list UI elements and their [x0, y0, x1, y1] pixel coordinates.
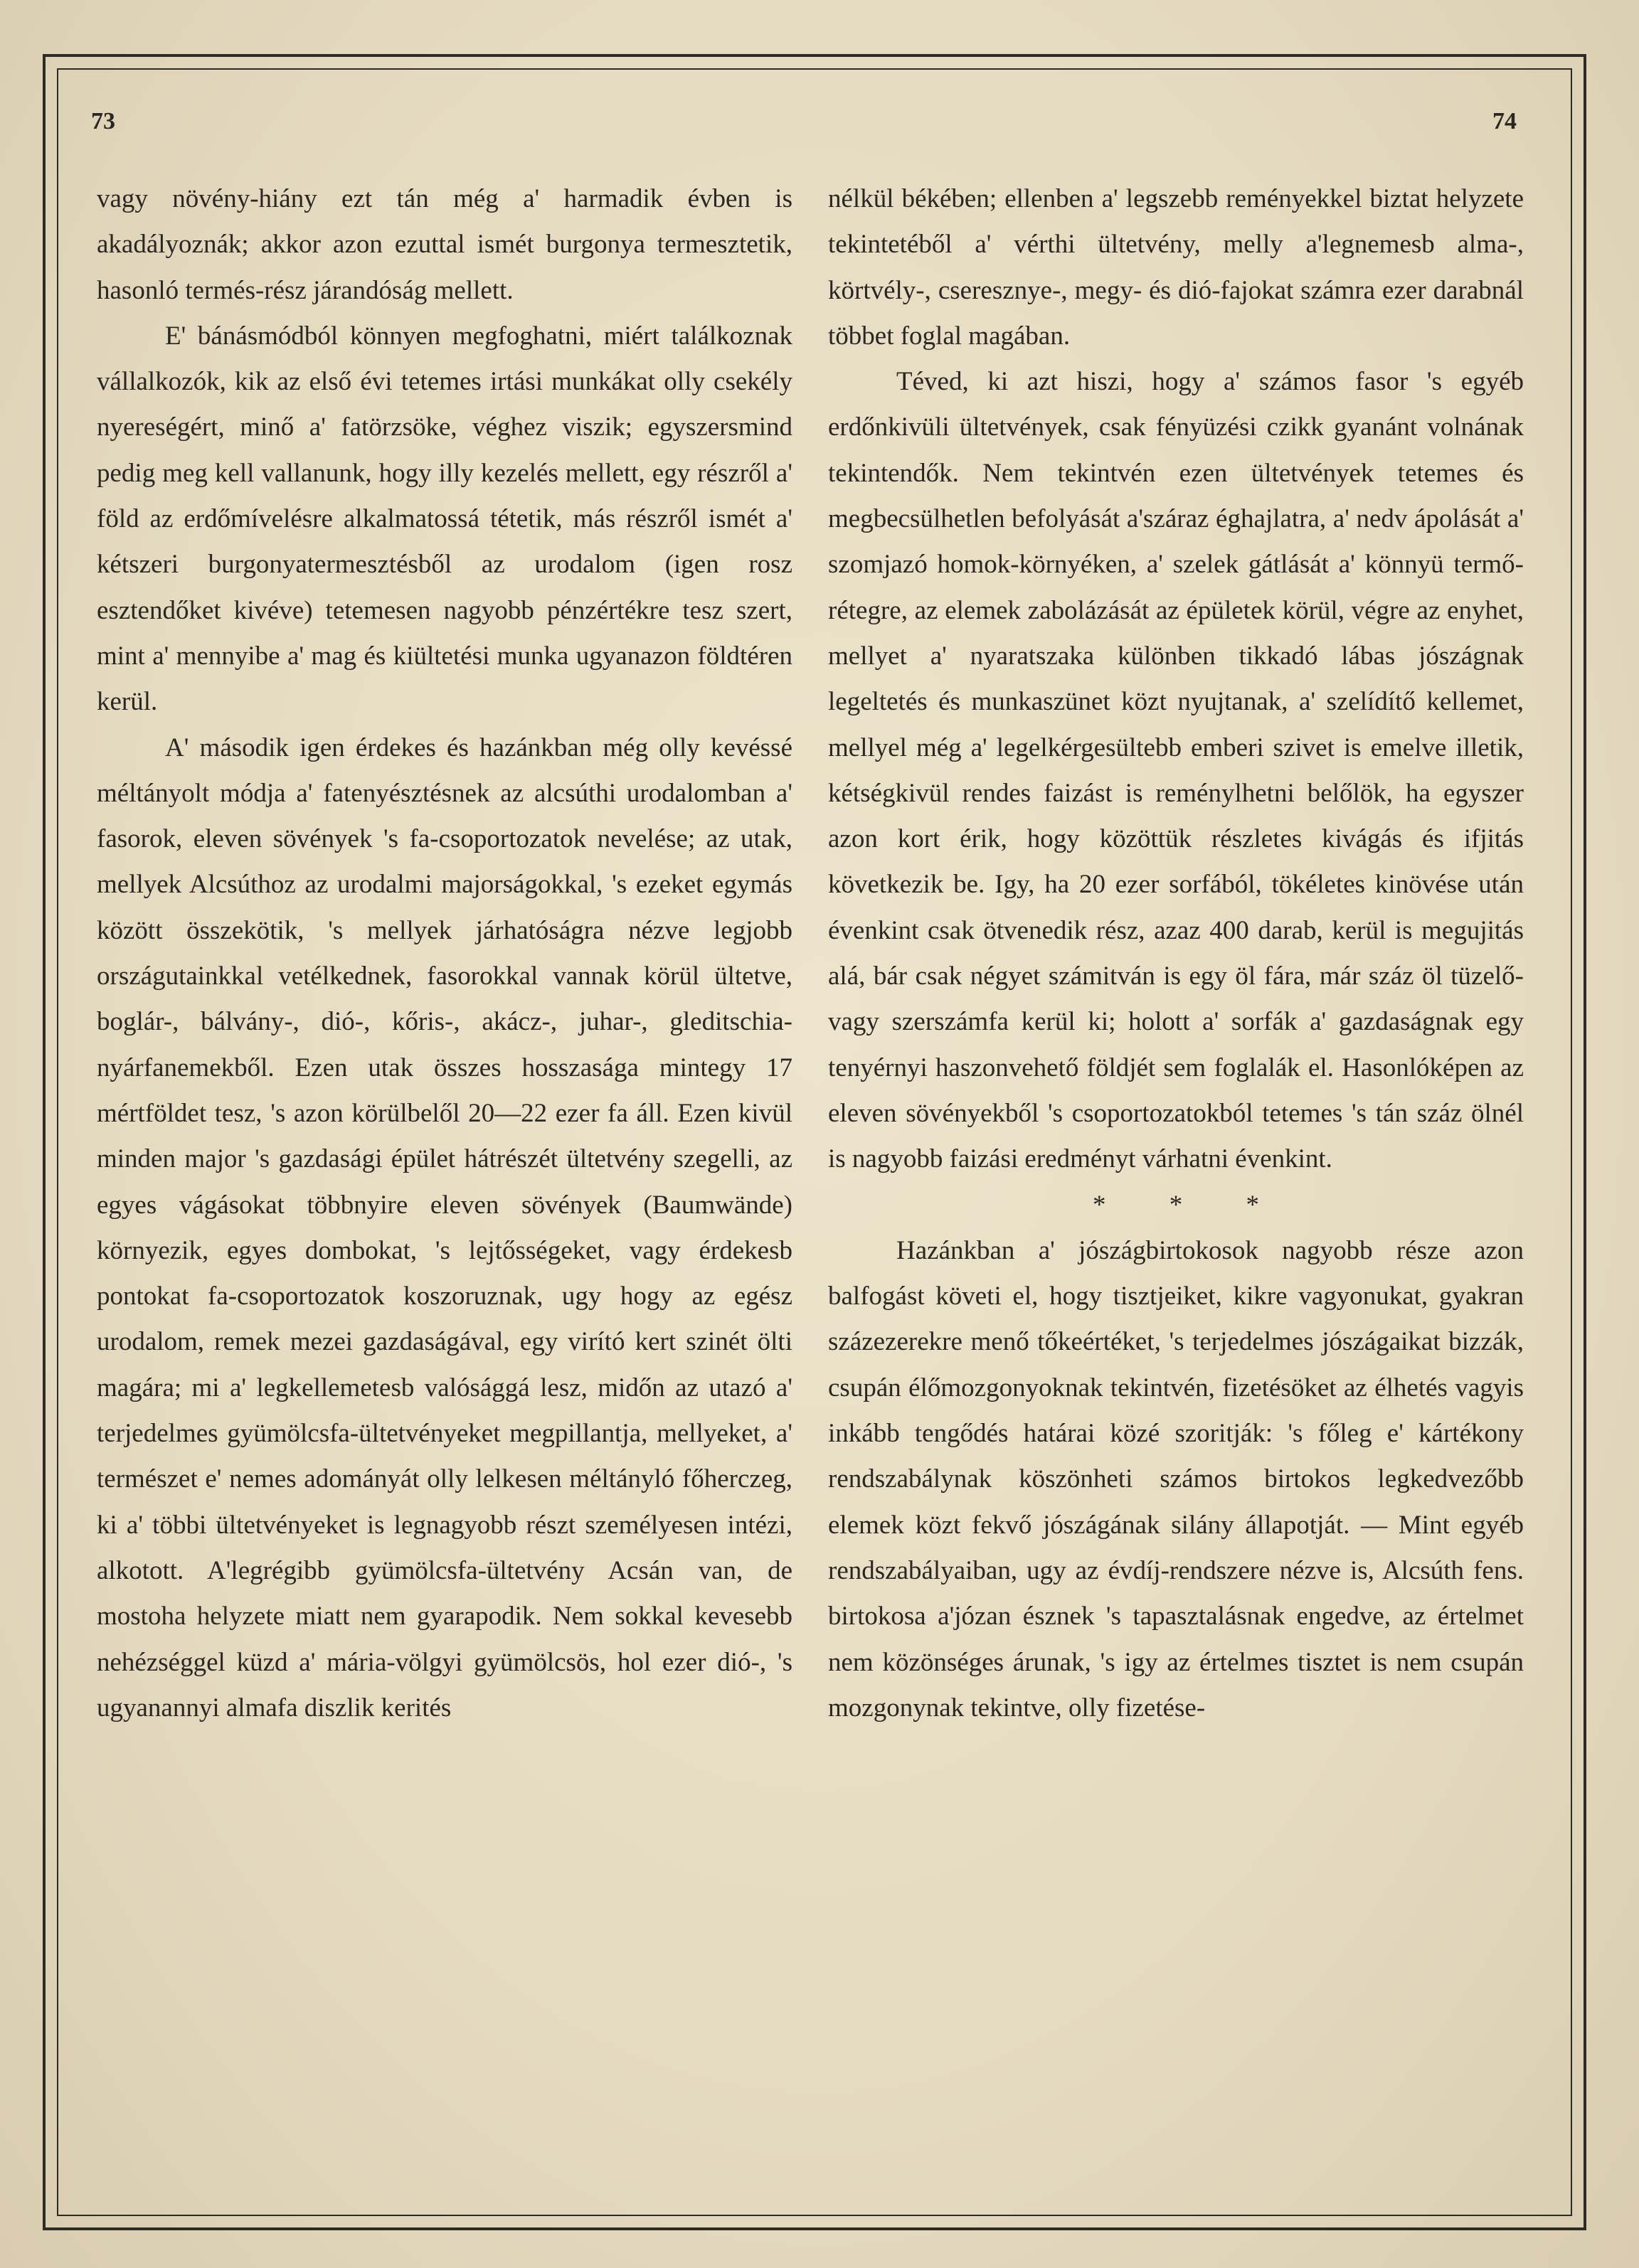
- page-number-left: 73: [91, 108, 115, 134]
- text-column-left: [97, 176, 792, 1731]
- paragraph: nélkül békében; ellenben a' legszebb reményekkel biztat helyzete tekintetéből a' vérthi ültetvény, melly a'legnemesb alma-, körtvély-, cseresznye-, megy- és dió-fajokat számra ezer darabnál többet foglal magában.: [828, 184, 1524, 351]
- paragraph: Hazánkban a' jószágbirtokosok nagyobb része azon balfogást követi el, hogy tisztjeiket, kikre vagyonukat, gyakran százezerekre menő tőkeértéket, 's terjedelmes jószágaikat bizzák, csupán élőmozgonyoknak tekintvén, fizetésöket az élhetés vagyis inkább tengődés határai közé szoritják: 's főleg e' kártékony rendszabálynak köszönheti számos birtokos legkedvezőbb elemek közt fekvő jószágának silány állapotját. — Mint egyéb rendszabályaiban, ugy az évdíj-rendszere nézve is, Alcsúth fens. birtokosa a'józan észnek 's tapasztalásnak engedve, az értelmet nem közönséges árunak, 's igy az értelmes tisztet is nem csupán mozgonynak tekintve, olly fizetése-: [828, 1235, 1524, 1723]
- text-column-right: [828, 176, 1524, 1731]
- paragraph: E' bánásmódból könnyen megfoghatni, miért találkoznak vállalkozók, kik az első évi tetemes irtási munkákat olly csekély nyereségért, minő a' fatörzsöke, véghez viszik; egyszersmind pedig meg kell vallanunk, hogy illy kezelés mellett, egy részről a' föld az erdőmívelésre alkalmatossá tétetik, más részről ismét a' kétszeri burgonyatermesztésből az urodalom (igen rosz esztendőket kivéve) tetemesen nagyobb pénzértékre tesz szert, mint a' mennyibe a' mag és kiültetési munka ugyanazon földtéren kerül.: [97, 321, 792, 717]
- paragraph: Téved, ki azt hiszi, hogy a' számos fasor 's egyéb erdőnkivüli ültetvények, csak fényüzési czikk gyanánt volnának tekintendők. Nem tekintvén ezen ültetvények tetemes és megbecsülhetlen befolyását a'száraz éghajlatra, a' nedv ápolását a' szomjazó homok-környéken, a' szelek gátlását a' könnyü termő-rétegre, az elemek zabolázását az épületek körül, végre az enyhet, mellyet a' nyaratszaka különben tikkadó lábas jószágnak legeltetés és munkaszünet közt nyujtanak, a' szelídítő kellemet, mellyel még a' legelkérgesültebb emberi szivet is emelve illetik, kétségkivül rendes faizást is reménylhetni belőlök, ha egyszer azon kort érik, hogy közöttük részletes kivágás és ifjitás következik be. Igy, ha 20 ezer sorfából, tökéletes kinövése után évenkint csak ötvenedik rész, azaz 400 darab, kerül is megujitás alá, bár csak négyet számitván is egy öl fára, már száz öl tüzelő- vagy szerszámfa kerül ki; holott a' sorfák a' gazdaságnak egy tenyérnyi haszonvehető földjét sem foglalák el. Hasonlóképen az eleven sövényekből 's csoportozatokból tetemes 's tán száz ölnél is nagyobb faizási eredményt várhatni évenkint.: [828, 367, 1524, 1174]
- paragraph: A' második igen érdekes és hazánkban még olly kevéssé méltányolt módja a' fatenyésztésnek az alcsúthi urodalomban a' fasorok, eleven sövények 's fa-csoportozatok nevelése; az utak, mellyek Alcsúthoz az urodalmi majorságokkal, 's ezeket egymás között összekötik, 's mellyek járhatóságra nézve legjobb országutainkkal vetélkednek, fasorokkal vannak körül ültetve, boglár-, bálvány-, dió-, kőris-, akácz-, juhar-, gleditschia- nyárfanemekből. Ezen utak összes hosszasága mintegy 17 mértföldet tesz, 's azon körülbelől 20—22 ezer fa áll. Ezen kivül minden major 's gazdasági épület hátrészét ültetvény szegelli, az egyes vágásokat többnyire eleven sövények (Baumwände) környezik, egyes dombokat, 's lejtősségeket, vagy érdekesb pontokat fa-csoportozatok koszoruznak, ugy hogy az egész urodalom, remek mezei gazdaságával, egy virító kert szinét ölti magára; mi a' legkellemetesb valósággá lesz, midőn az utazó a' terjedelmes gyümölcsfa-ültetvényeket megpillantja, mellyeket, a' természet e' nemes adományát olly lelkesen méltányló főherczeg, ki a' többi ültetvényeket is legnagyobb részt személyesen intézi, alkotott. A'legrégibb gyümölcsfa-ültetvény Acsán van, de mostoha helyzete miatt nem gyarapodik. Nem sokkal kevesebb nehézséggel küzd a' mária-völgyi gyümölcsös, hol ezer dió-, 's ugyanannyi almafa diszlik kerités: [97, 733, 792, 1723]
- section-separator-stars: * * *: [1093, 1190, 1288, 1220]
- paragraph: vagy növény-hiány ezt tán még a' harmadik évben is akadályoznák; akkor azon ezuttal ismét burgonya termesztetik, hasonló termés-rész járandóság mellett.: [97, 184, 792, 305]
- page-number-right: 74: [1492, 108, 1517, 134]
